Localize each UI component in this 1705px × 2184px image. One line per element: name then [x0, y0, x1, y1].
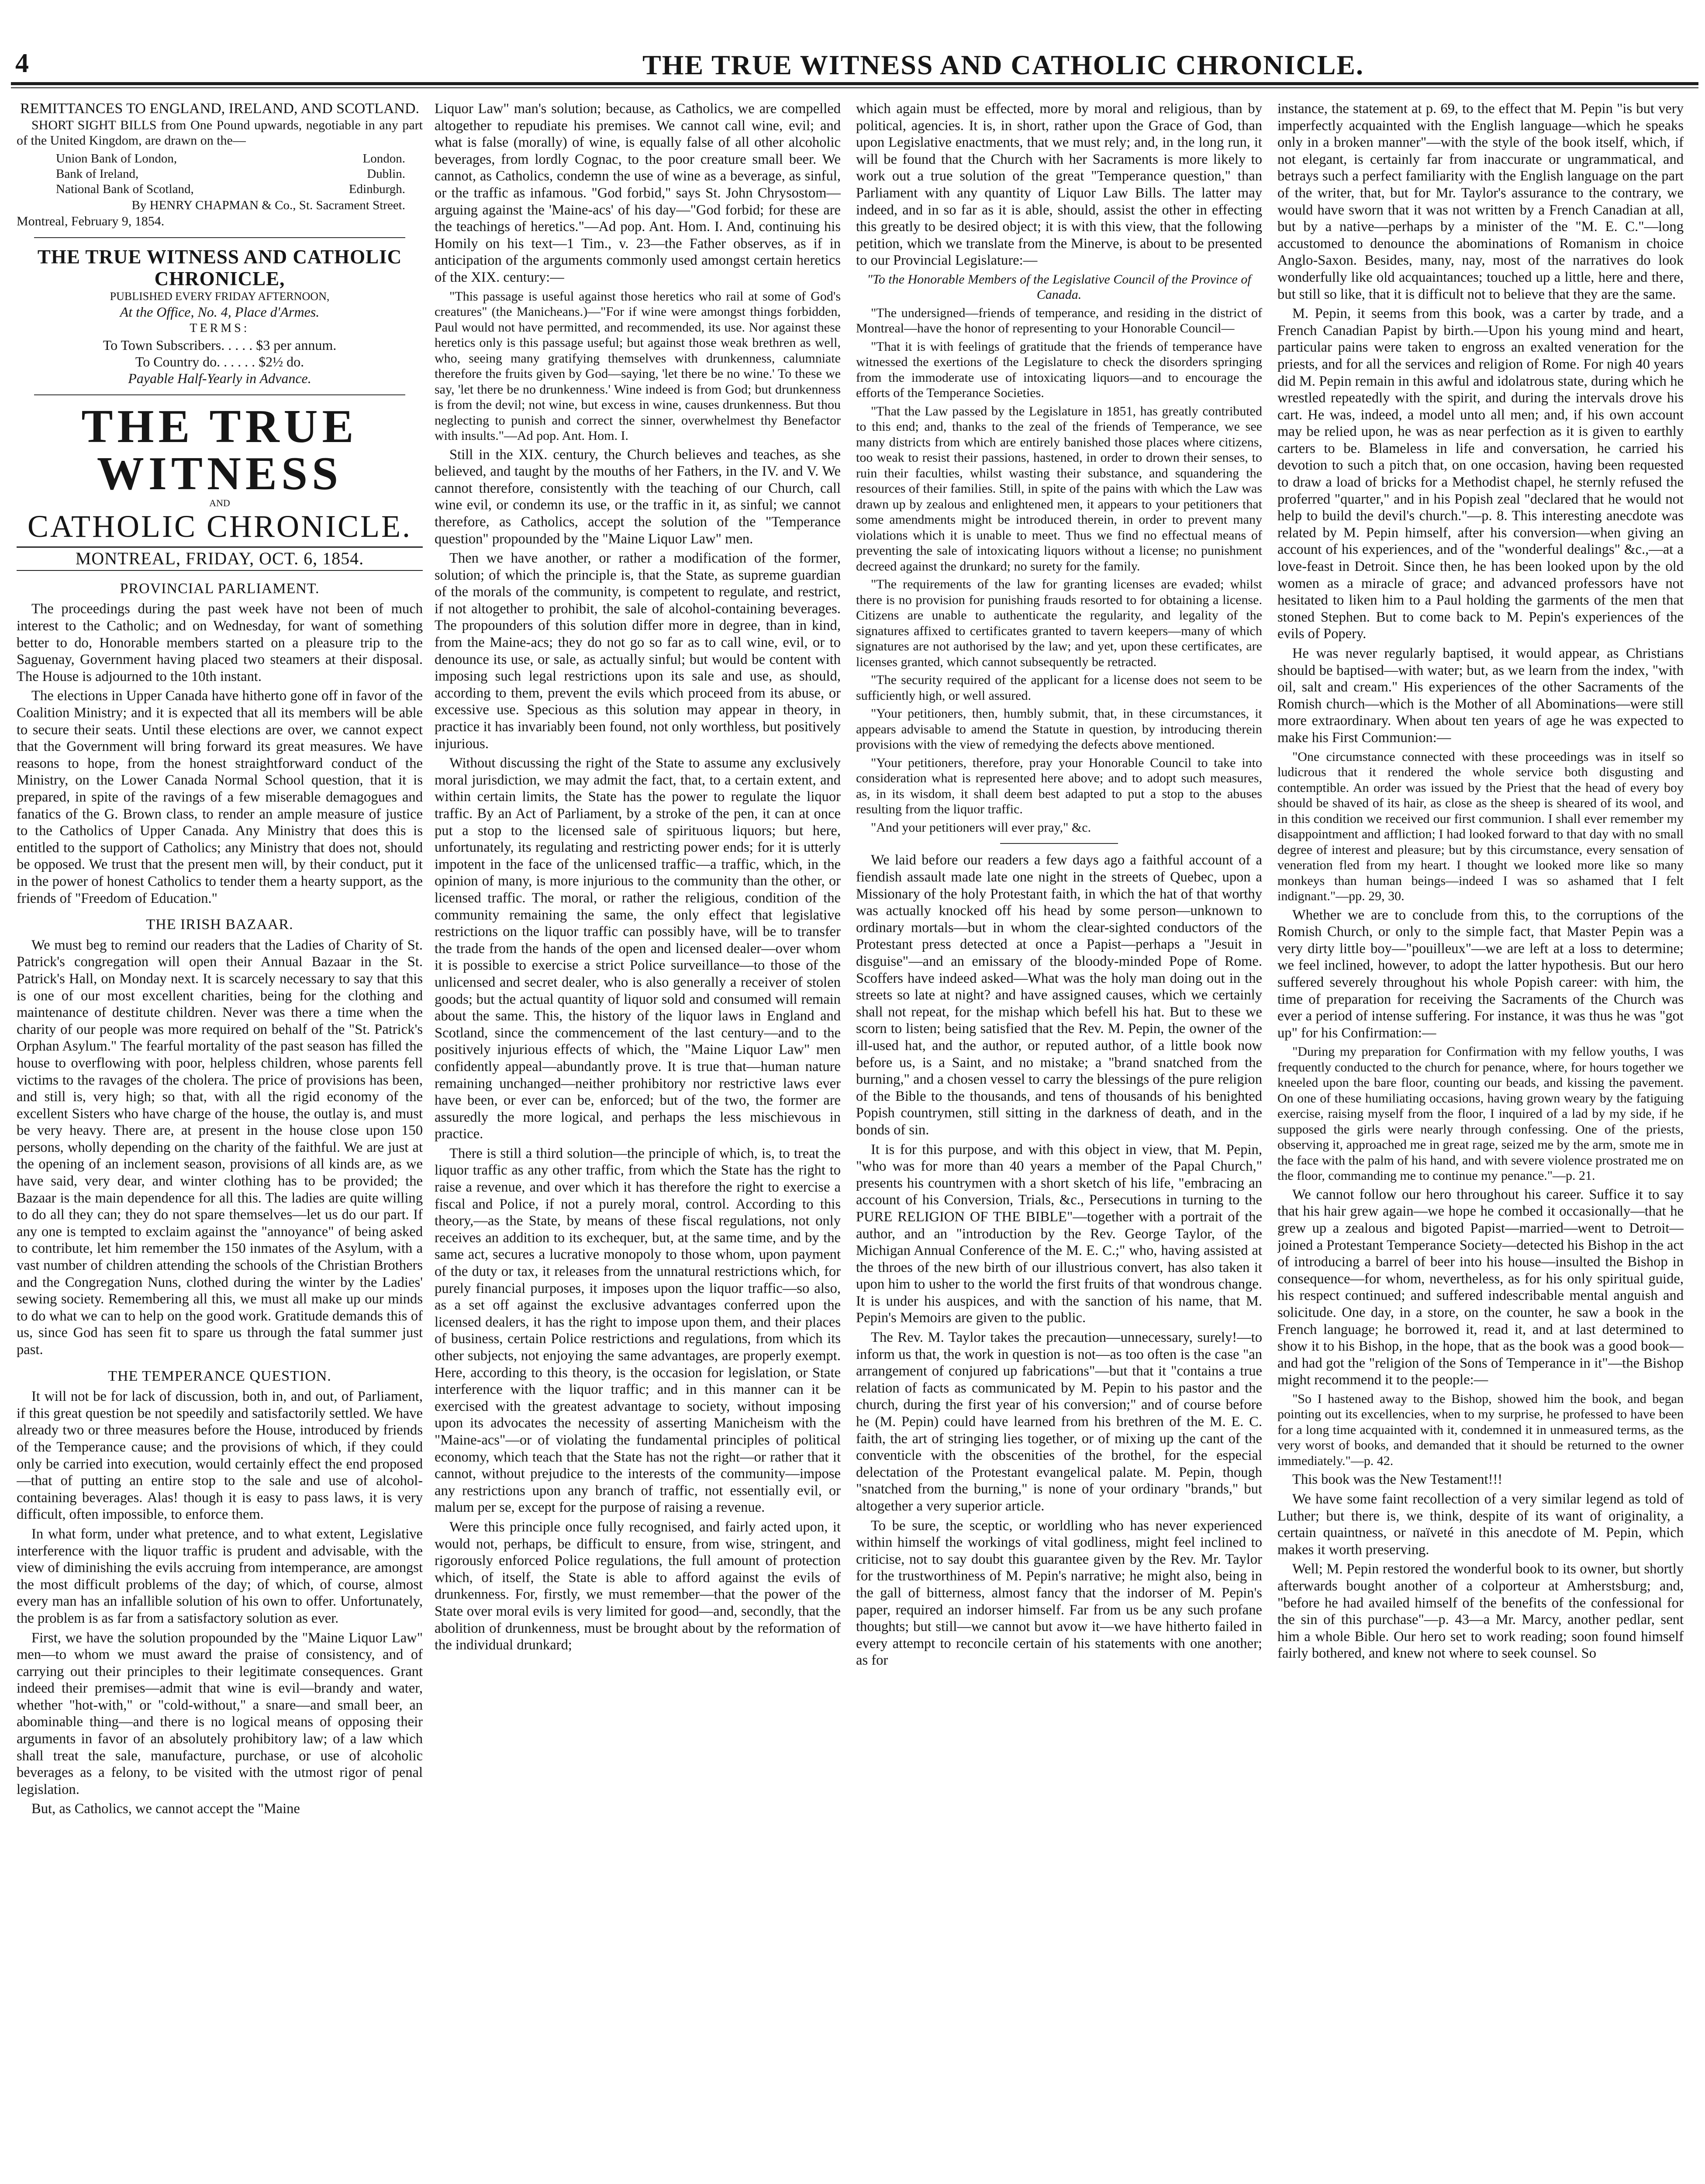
- article-paragraph: Then we have another, or rather a modification of the former, solution; of which the principle is, that the State, as supreme guardian of the morals of the community, is competent to regulate, and restrict, if not altogether to prohibit, the sale of alcohol-containing beverages. The propounders of this solution differ more in degree, than in kind, from the Maine-acs; they do not go so far as to call wine, evil, or to denounce its use, or sale, as actually sinful; but would be content with imposing such legal restrictions upon its sale and use, as should, according to them, prevent the evils which proceed from its abuse, or excessive use. Specious as this solution may appear in theory, in practice it has invariably been found, not only worthless, but positively injurious.: [435, 550, 841, 752]
- bank-name: Bank of Ireland,: [56, 166, 139, 181]
- bank-city: Edinburgh.: [349, 182, 405, 196]
- divider: [1000, 843, 1118, 844]
- running-title: THE TRUE WITNESS AND CATHOLIC CHRONICLE.: [642, 49, 1364, 80]
- article-paragraph: Well; M. Pepin restored the wonderful book to its owner, but shortly afterwards bought another of a colporteur at Amherstsburg; and, "before he had availed himself of the benefits of the confessional for the sin of this purchase"—p. 43—a Mr. Marcy, another pedlar, sent him a whole Bible. Our hero set to work reading; soon found himself fairly bothered, and knew not where to seek counsel. So: [1277, 1561, 1684, 1662]
- bank-city: London.: [362, 151, 405, 166]
- article-paragraph: We cannot follow our hero throughout his career. Suffice it to say that his hair grew again—we hope he combed it occasionally—that he grew up a zealous and bigoted Papist—married—went to Detroit—joined a Protestant Temperance Society—detected his Bishop in the act of introducing a barrel of beer into his house—insulted the Bishop in consequence—for whom, nevertheless, as for his only spiritual guide, his respect continued; and suffered indescribable mental anguish and solicitude. One day, in a store, on the counter, he saw a book in the French language; he borrowed it, read it, and at last determined to show it to his Bishop, in the hope, that as the book was a good book—and had got the "religion of the Sons of Temperance in it"—the Bishop might recommend it to the people:—: [1277, 1186, 1684, 1388]
- block-quote: "So I hastened away to the Bishop, showed him the book, and began pointing out its excellencies, when to my surprise, he professed to have been for a long time acquainted with it, condemned it in unmeasured terms, as the very worst of books, and demanded that it should be returned to the owner immediately."—p. 42.: [1277, 1391, 1684, 1468]
- article-paragraph: In what form, under what pretence, and to what extent, Legislative interference with the liquor traffic is prudent and advisable, with the view of diminishing the evils accruing from intemperance, are amongst the most difficult problems of the day; of which, of course, almost every man has an infallible solution of his own to offer. Unfortunately, the problem is as far from a satisfactory solution as ever.: [17, 1526, 423, 1626]
- petition-paragraph: "Your petitioners, therefore, pray your Honorable Council to take into consideration what is represented here above; and to adopt such measures, as, in its wisdom, it shall deem best adapted to put a stop to the abuses resulting from the liquor traffic.: [856, 755, 1262, 817]
- article-paragraph: Without discussing the right of the State to assume any exclusively moral jurisdiction, we may admit the fact, that, to a certain extent, and within certain limits, the State has the power to regulate the liquor traffic. By an Act of Parliament, by a stroke of the pen, it can at once put a stop to the licensed sale of spirituous liquors; but here, unfortunately, its regulating and restricting power ends; for it is utterly impotent in the face of the unlicensed traffic—a traffic, which, in the opinion of many, is more injurious to the community than the other, or licensed traffic. The moral, or rather the religious, condition of the community remaining the same, the only effect that legislative restrictions on the liquor traffic can possibly have, will be to transfer the trade from the hands of the open and licensed dealer—over whom it is possible to exercise a strict Police surveillance—to those of the unlicensed and secret dealer, who is also generally a receiver of stolen goods; but the actual quantity of liquor sold and consumed will remain about the same. This, the history of the liquor laws in England and Scotland, since the commencement of the last century—and to the positively injurious effects of which, the "Maine Liquor Law" men confidently appeal—abundantly prove. It is true that—human nature remaining unchanged—neither prohibitory nor restrictive laws ever have been, or ever can be, enforced; but of the two, the former are assuredly the more logical, and perhaps the less mischievous in practice.: [435, 755, 841, 1142]
- flag-and: AND: [209, 498, 230, 509]
- column-1: [17, 100, 423, 2184]
- flag-subtitle: CATHOLIC CHRONICLE.: [28, 509, 412, 544]
- article-paragraph: instance, the statement at p. 69, to the effect that M. Pepin "is but very imperfectly acquainted with the English language—which he speaks only in a broken manner"—with the style of the book itself, which, if not elegant, is certainly far from inaccurate or ungrammatical, and betrays such a perfect familiarity with the English language on the part of the writer, that, but for Mr. Taylor's assurance to the contrary, we would have sworn that it was not written by a French Canadian at all, but by a native—perhaps by a minister of the "M. E. C."—long accustomed to denounce the abominations of Romanism in choice Anglo-Saxon. Besides, many, nay, most of the narratives do look wonderfully like old acquaintances; touched up a little, here and there, but still so like, that it is difficult not to believe that they are the same.: [1277, 101, 1684, 302]
- article-paragraph: We laid before our readers a few days ago a faithful account of a fiendish assault made late one night in the streets of Quebec, upon a Missionary of the holy Protestant faith, in which the hat of that worthy was actually knocked off his head by some person—unknown to ordinary mortals—but in whom the clear-sighted conductors of the Protestant press detected at once a Papist—perhaps a "Jesuit in disguise"—and an emissary of the bloody-minded Pope of Rome. Scoffers have indeed asked—What was the holy man doing out in the streets so late at night? and have assigned causes, which we certainly shall not repeat, for the mishap which befell his hat. But to these we scorn to listen; being satisfied that the Rev. M. Pepin, the owner of the ill-used hat, and the author, or reputed author, of a little book now before us, is a Saint, and no mistake; a "brand snatched from the burning," and a chosen vessel to carry the blessings of the pure religion of the Bible to the thousands, and tens of thousands of his benighted Popish countrymen, still sitting in the darkness of death, and in the bonds of sin.: [856, 852, 1262, 1138]
- article-paragraph: We must beg to remind our readers that the Ladies of Charity of St. Patrick's congregation will open their Annual Bazaar in the St. Patrick's Hall, on Monday next. It is scarcely necessary to say that this is one of our most excellent charities, being for the clothing and maintenance of destitute children. Never was there a time when the charity of our people was more required on behalf of the "St. Patrick's Orphan Asylum." The fearful mortality of the past season has filled the house to overflowing with poor, helpless children, whose parents fell victims to the ravages of the cholera. The price of provisions has been, and still is, very high; so that, with all the rigid economy of the excellent Sisters who have charge of the house, the outlay is, and must be very heavy. There are, at present in the house close upon 150 persons, wholly depending on the charity of the faithful. We are just at the opening of an inclement season, provisions of all kinds are, as we have said, very dear, and winter clothing has to be provided; the Bazaar is the main dependence for all this. The ladies are quite willing to do all they can; they do not spare themselves—let us do our part. If any one is tempted to exclaim against the "annoyance" of being asked to contribute, let him remember the 150 inmates of the Asylum, with a vast number of children attending the schools of the Christian Brothers and the Congregation Nuns, clothed during the winter by the Ladies' sewing society. Remembering all this, we must all make up our minds to do what we can to help on the good work. Gratitude demands this of us, since God has seen fit to spare us through the fatal summer just past.: [17, 937, 423, 1358]
- flag-title: THE TRUE WITNESS: [81, 401, 358, 500]
- article-paragraph: To be sure, the sceptic, or worldling who has never experienced within himself the workings of vital godliness, might feel inclined to criticise, not to say doubt this guarantee given by the Rev. Mr. Taylor for the trustworthiness of M. Pepin's narrative; he might also, being in the gall of bitterness, almost fancy that the indorser of M. Pepin's paper, required an indorser himself. Far from us be any such profane thoughts; but still—we cannot but avow it—we have hitherto failed in every attempt to reconcile certain of his statements with one another; as for: [856, 1517, 1262, 1669]
- article-paragraph: It will not be for lack of discussion, both in, and out, of Parliament, if this great question be not speedily and satisfactorily settled. We have already two or three measures before the House, introduced by friends of the Temperance cause; and the provisions of which, if they could only be carried into execution, would certainly effect the end proposed—that of putting an entire stop to the sale and use of alcohol-containing beverages. Alas! though it is easy to pass laws, it is very difficult, often impossible, to enforce them.: [17, 1389, 423, 1523]
- remittance-date: Montreal, February 9, 1854.: [17, 214, 165, 229]
- article-paragraph: The proceedings during the past week have not been of much interest to the Catholic; and on Wednesday, for want of something better to do, Honorable members started on a pleasure trip to the Saguenay, Government having placed two steamers at their disposal. The House is adjourned to the 10th instant.: [17, 601, 423, 684]
- petition-paragraph: "That the Law passed by the Legislature in 1851, has greatly contributed to this end; and, thanks to the zeal of the friends of Temperance, we see many districts from which are entirely banished those places where citizens, too weak to resist their passions, hastened, in order to drown their senses, to ruin their faculties, whilst wasting their substance, and squandering the resources of their families. Still, in spite of the pains with which the Law was drawn up by zealous and enlightened men, it appears to your petitioners that some amendments might be introduced therein, in order to prevent many violations which it is unable to meet. Thus we find no effectual means of preventing the sale of intoxicating liquors without a license; no punishment decreed against the drunkard; no surety for the family.: [856, 404, 1262, 574]
- article-paragraph: Still in the XIX. century, the Church believes and teaches, as she believed, and taught by the mouths of her Fathers, in the IV. and V. We cannot therefore, consistently with the teaching of our Church, call wine evil, or condemn its use, or the traffic in it, as sinful; we cannot therefore, as Catholics, accept the solution of the "Temperance question" propounded by the "Maine Liquor Law" men.: [435, 446, 841, 547]
- bank-name: National Bank of Scotland,: [56, 182, 194, 196]
- article-paragraph: M. Pepin, it seems from this book, was a carter by trade, and a French Canadian Papist by birth.—Upon his young mind and heart, particular pains were taken to engross an exalted veneration for the priests, and for all the services and religion of Rome. For nigh 40 years did M. Pepin remain in this awful and idolatrous state, during which he wrestled repeatedly with the spirit, and during the intervals drove his cart. He was, indeed, a model unto all men; and, if his own account may be relied upon, he was as near perfection as it is given to earthly carters to be. Blameless in life and conversation, he carried his devotion to such a pitch that, on one occasion, having been requested to draw a load of bricks for a Methodist chapel, he sternly refused the proferred "quarter," and in his Popish zeal "declared that he would not help to build the devil's church."—p. 8. This interesting anecdote was related by M. Pepin himself, after his conversion—when giving an account of his experiences, and of the "wonderful dealings" &c.,—at a love-feast in Detroit. Since then, he has been looked upon by the old women as a miracle of grace; and advanced professors have not hesitated to liken him to a Paul holding the garments of the men that stoned Stephen. But to come back to M. Pepin's experiences of the evils of Popery.: [1277, 306, 1684, 642]
- terms-heading: TERMS:: [190, 321, 250, 335]
- article-paragraph: But, as Catholics, we cannot accept the "Maine: [31, 1801, 300, 1817]
- petition-paragraph: "The requirements of the law for granting licenses are evaded; whilst there is no provision for punishing frauds resorted to for obtaining a license. Citizens are unable to authenticate the regularity, and legality of the signatures affixed to certificates granted to tavern keepers—many of which signatures are not authorised by the law; and yet, upon these certificates, are licenses granted, which cannot subsequently be retracted.: [856, 577, 1262, 669]
- bank-row: [17, 166, 423, 182]
- petition-paragraph: "The undersigned—friends of temperance, and residing in the district of Montreal—have the honor of representing to your Honorable Council—: [856, 305, 1262, 336]
- publication-notice: [17, 246, 423, 387]
- dateline: MONTREAL, FRIDAY, OCT. 6, 1854.: [17, 546, 423, 571]
- block-quote: "This passage is useful against those heretics who rail at some of God's creatures" (the Manicheans.)—"For if wine were amongst things forbidden, Paul would not have permitted, and recommended, its use. Nor against these heretics only is this passage useful; but against those weak brethren as well, who, seeing many gratifying themselves with drunkenness, calumniate therefore the fruits given by God—saying, 'let there be no wine.' To these we say, 'let there be no drunkenness.' Wine indeed is from God; but drunkenness is from the devil; not wine, but excess in wine, causes drunkenness. But thou neglecting to punish and correct the sinner, overwhelmest thy Benefactor with insults."—Ad pop. Ant. Hom. I.: [435, 289, 841, 443]
- terms-town: To Town Subscribers. . . . . $3 per annum.: [103, 337, 337, 353]
- petition-paragraph: "Your petitioners, then, humbly submit, that, in these circumstances, it appears advisable to amend the Statute in question, by introducing therein provisions with the view of remedying the defects above mentioned.: [856, 706, 1262, 752]
- column-2: [435, 100, 841, 2184]
- office-line: At the Office, No. 4, Place d'Armes.: [120, 304, 320, 320]
- article-paragraph: The Rev. M. Taylor takes the precaution—unnecessary, surely!—to inform us that, the work in question is not—as too often is the case "an arrangement of conjured up fabrications"—but that it "contains a true relation of facts as communicated by M. Pepin to his pastor and the church, during the first year of his conversion;" and of course before he (M. Pepin) could have learned from his brethren of the M. E. C. faith, the art of stringing lies together, or of mixing up the cant of the conventicle with the obscenities of the brothel, for the especial delectation of the Protestant evangelical palate. M. Pepin, though "snatched from the burning," is none of your ordinary "brands," but altogether a very superior article.: [856, 1330, 1262, 1514]
- petition-paragraph: "That it is with feelings of gratitude that the friends of temperance have witnessed the exertions of the Legislature to check the disorders springing from the immoderate use of intoxicating liquors—and to encourage the efforts of the Temperance Societies.: [856, 339, 1262, 401]
- article-paragraph: We have some faint recollection of a very similar legend as told of Luther; but there is, we think, despite of its want of originality, a certain quaintness, or naïveté in this anecdote of M. Pepin, which makes it worth preserving.: [1277, 1491, 1684, 1558]
- article-paragraph: There is still a third solution—the principle of which, is, to treat the liquor traffic as any other traffic, from which the State has the right to raise a revenue, and over which it has therefore the right to exercise a fiscal and Police, if not a purely moral, control. According to this theory,—as the State, by means of these fiscal regulations, not only receives an addition to its exchequer, but, at the same time, and by the same act, secures a lucrative monopoly to those whom, upon payment of the duty or tax, it releases from the unnatural restrictions which, for purely financial purposes, it imposes upon the liquor traffic—so also, as a set off against the exclusive advantages conferred upon the licensed dealers, it has the right to impose upon them, and their places of business, certain Police restrictions and regulations, from which its other subjects, not enjoying the same advantages, are properly exempt. Here, according to this theory, is the occasion for legislation, or State interference with the liquor traffic; and in this manner can it be exercised with the greatest advantage to society, without imposing upon its advocates the necessity of asserting Manicheism with the "Maine-acs"—or of violating the fundamental principles of political economy, which teach that the State has not the right—or rather that it cannot, without prejudice to the interests of the community—impose any restrictions upon any branch of traffic, not essentially evil, or malum per se, except for the purpose of raising a revenue.: [435, 1145, 841, 1516]
- bank-row: [17, 151, 423, 166]
- column-3: [856, 100, 1262, 2184]
- article-paragraph: It is for this purpose, and with this object in view, that M. Pepin, "who was for more than 40 years a member of the Papal Church," presents his countrymen with a short sketch of his life, "embracing an account of his Conversion, Trials, &c., Persecutions in turning to the PURE RELIGION OF THE BIBLE"—together with a portrait of the author, and an "introduction by the Rev. George Taylor, of the Michigan Annual Conference of the M. E. C.;" who, having assisted at the throes of the new birth of our illustrious convert, has also taken it upon him to usher to the world the first fruits of that wondrous change. It is under his auspices, and with the sanction of his name, that M. Pepin's Memoirs are given to the public.: [856, 1141, 1262, 1326]
- divider: [34, 237, 405, 238]
- petition-paragraph: "The security required of the applicant for a license does not seem to be sufficiently high, or well assured.: [856, 673, 1262, 703]
- article-heading: PROVINCIAL PARLIAMENT.: [120, 580, 320, 597]
- terms-country: To Country do. . . . . . $2½ do.: [135, 354, 304, 370]
- article-paragraph: This book was the New Testament!!!: [1292, 1472, 1503, 1488]
- bank-city: Dublin.: [367, 166, 405, 181]
- remittance-agent: By HENRY CHAPMAN & Co., St. Sacrament Street.: [131, 198, 405, 212]
- divider: [34, 394, 405, 395]
- article-heading: THE IRISH BAZAAR.: [146, 916, 293, 933]
- bank-name: Union Bank of London,: [56, 151, 177, 166]
- article-heading: THE TEMPERANCE QUESTION.: [108, 1368, 331, 1384]
- masthead-rule-thick: [11, 82, 1698, 85]
- page-number: 4: [15, 48, 29, 78]
- bank-row: [17, 182, 423, 197]
- remittance-heading: REMITTANCES TO ENGLAND, IRELAND, AND SCOTLAND.: [20, 100, 419, 117]
- block-quote: "During my preparation for Confirmation with my fellow youths, I was frequently conducted to the church for penance, where, for hours together we kneeled upon the bare floor, counting our beads, and kissing the pavement. On one of these humiliating occasions, having grown weary by the fatiguing exercise, raising myself from the floor, I inquired of a lad by my side, if he supposed the girls were nearly through confessing. One of the priests, observing it, approached me in great rage, seized me by the arm, smote me in the face with the palm of his hand, and with severe violence prostrated me on the floor, commanding me to continue my penance."—p. 21.: [1277, 1044, 1684, 1183]
- petition-address: "To the Honorable Members of the Legislative Council of the Province of Canada.: [867, 272, 1251, 302]
- masthead-rule-thin: [11, 87, 1698, 88]
- paper-title: THE TRUE WITNESS AND CATHOLIC CHRONICLE,: [37, 245, 402, 290]
- article-paragraph: The elections in Upper Canada have hitherto gone off in favor of the Coalition Ministry; and it is expected that all its members will be able to secure their seats. Until these elections are over, we cannot expect that the Government will bring forward its great measures. We have reasons to hope, from the honest straightforward conduct of the Ministry, on the Lower Canada Normal School question, that it is prepared, in spite of the ravings of a few miserable demagogues and fanatics of the G. Brown class, to render an ample measure of justice to the Catholics of Upper Canada. Any Ministry that does this is entitled to the support of Catholics; any Ministry that does not, should be opposed. We trust that the present men will, by their conduct, put it in the power of honest Catholics to tender them a hearty support, as the friends of "Freedom of Education.": [17, 688, 423, 906]
- petition-paragraph: "And your petitioners will ever pray," &c.: [871, 820, 1091, 835]
- article-paragraph: Were this principle once fully recognised, and fairly acted upon, it would not, perhaps, be difficult to ensure, from wise, stringent, and rigorously enforced Police regulations, the full amount of protection which, of itself, the State is able to afford against the evils of drunkenness. For, firstly, we must remember—that the power of the State over moral evils is very limited for good—and, secondly, that the abolition of drunkenness, must be brought about by the reformation of the individual drunkard;: [435, 1519, 841, 1653]
- block-quote: "One circumstance connected with these proceedings was in itself so ludicrous that it rendered the whole service both disgusting and contemptible. An order was issued by the Priest that the head of every boy should be shaved of its hair, as close as the sheep is sheared of its wool, and in this condition we received our first communion. I shall ever remember my disappointment and affliction; I had looked forward to that day with no small degree of interest and pleasure; but by this circumstance, every sensation of veneration fled from my heart. I thought we looked more like so many monkeys than human beings—indeed I was so ashamed that I felt indignant."—pp. 29, 30.: [1277, 749, 1684, 904]
- article-paragraph: Liquor Law" man's solution; because, as Catholics, we are compelled altogether to repudiate his premises. We cannot call wine, evil; and what is false (morally) of wine, is equally false of all other alcoholic beverages, from lordly Cognac, to the poor creature small beer. We cannot, as Catholics, condemn the use of wine as a beverage, as sinful, or the traffic as infamous. "God forbid," says St. John Chrysostom—arguing against the 'Maine-acs' of his day—"God forbid; for these are the teachings of heretics."—Ad pop. Ant. Hom. I. And, continuing his Homily on his text—1 Tim., v. 23—the Father observes, as if in anticipation of the arguments commonly used amongst certain heretics of the XIX. century:—: [435, 101, 841, 285]
- column-4: [1277, 100, 1684, 2184]
- article-paragraph: First, we have the solution propounded by the "Maine Liquor Law" men—to whom we must award the praise of consistency, and of carrying out their principles to their legitimate consequences. Grant indeed their premises—admit that wine is evil—brandy and water, whether "hot-with," or "cold-without," a snare—and small beer, an abominable thing—and there is no logical means of opposing their arguments in favor of an absolutely prohibitory law; of a law which shall treat the sale, manufacture, purchase, or use of alcoholic beverages as a felony, to be visited with the utmost rigor of penal legislation.: [17, 1630, 423, 1797]
- newspaper-flag: [17, 403, 423, 544]
- remittance-intro: SHORT SIGHT BILLS from One Pound upwards, negotiable in any part of the United Kingdom, are drawn on the—: [17, 117, 423, 148]
- article-paragraph: Whether we are to conclude from this, to the corruptions of the Romish Church, or only to the simple fact, that Master Pepin was a very dirty little boy—"pouilleux"—we are left at a loss to determine; we feel inclined, however, to adopt the latter hypothesis. But our hero suffered severely throughout his whole Popish career: with him, the time of preparation for receiving the Sacraments of the Church was ever a period of intense suffering. For instance, it was thus he was "got up" for his Confirmation:—: [1277, 907, 1684, 1041]
- published-line: PUBLISHED EVERY FRIDAY AFTERNOON,: [110, 290, 330, 303]
- terms-payable: Payable Half-Yearly in Advance.: [128, 370, 311, 387]
- article-paragraph: which again must be effected, more by moral and religious, than by political, agencies. It is, in short, rather upon the Grace of God, than upon Legislative enactments, that we must rely; and, in the long run, it will be found that the Church with her Sacraments is more likely to work out a true solution of the great "Temperance question," than Parliament with any quantity of Liquor Law Bills. The latter may indeed, and in so far as it is able, should, assist the other in effecting this greatly to be desired object; it is with this view, that the following petition, which we translate from the Minerve, is about to be presented to our Provincial Legislature:—: [856, 101, 1262, 269]
- article-paragraph: He was never regularly baptised, it would appear, as Christians should be baptised—with water; but, as we learn from the index, "with oil, salt and cream." His experiences of the other Sacraments of the Romish church—which is the Mother of all Abominations—were still more extraordinary. When about ten years of age he was expected to make his First Communion:—: [1277, 646, 1684, 746]
